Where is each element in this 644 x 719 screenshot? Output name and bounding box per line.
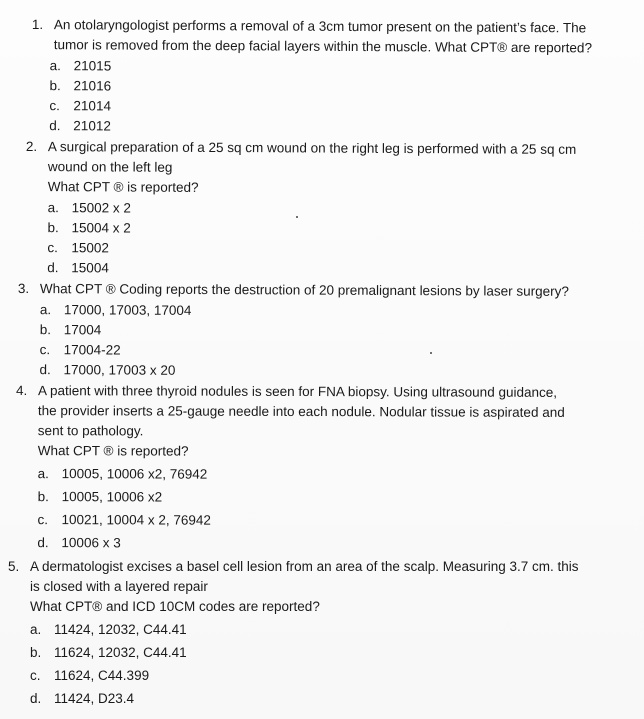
option-text: 11624, C44.399 — [54, 668, 150, 683]
option-letter: c. — [30, 668, 41, 683]
option-text: 17000, 17003 x 20 — [63, 362, 176, 378]
question-2 — [25, 137, 606, 281]
answer-option — [37, 508, 615, 533]
option-letter: a. — [49, 58, 62, 74]
option-letter: a. — [37, 466, 49, 482]
answer-option — [37, 531, 615, 556]
option-letter: a. — [39, 302, 52, 318]
option-letter: d. — [37, 535, 49, 551]
option-text: 15002 — [71, 240, 110, 256]
option-letter: c. — [49, 98, 61, 114]
question-number: 1. — [31, 16, 44, 33]
option-text: 21012 — [73, 118, 111, 134]
answer-option — [38, 462, 616, 487]
option-letter: c. — [47, 240, 58, 256]
question-number: 3. — [17, 280, 30, 297]
scan-speck — [430, 352, 432, 354]
question-text-line: What CPT ® is reported? — [47, 179, 199, 195]
answer-option — [47, 258, 605, 281]
answer-option — [30, 687, 628, 710]
option-text: 10005, 10006 x2 — [61, 489, 163, 505]
option-text: 11424, D23.4 — [54, 691, 135, 706]
question-text-line: A patient with three thyroid nodules is seen for FNA biopsy. Using ultrasound guidance, — [37, 383, 558, 400]
option-text: 21014 — [73, 98, 112, 114]
answer-option — [40, 300, 608, 323]
answer-option — [30, 664, 628, 687]
option-letter: d. — [49, 118, 61, 134]
option-letter: a. — [30, 622, 42, 637]
option-letter: b. — [47, 220, 59, 236]
question-number: 2. — [25, 138, 38, 155]
option-text: 15004 x 2 — [71, 220, 131, 236]
option-letter: b. — [39, 322, 52, 338]
question-text-line: A surgical preparation of a 25 sq cm wound on the right leg is performed with a 25 sq cm — [47, 139, 577, 157]
question-1 — [31, 15, 612, 140]
question-text-line: What CPT ® is reported? — [37, 443, 189, 459]
question-text-line: What CPT® and ICD 10CM codes are reported? — [30, 599, 320, 614]
option-text: 17004 — [63, 322, 102, 338]
option-text: 17004-22 — [63, 342, 121, 358]
option-text: 21015 — [73, 58, 112, 74]
option-letter: d. — [39, 362, 51, 378]
question-text-line: A dermatologist excises a basel cell lesion from an area of the scalp. Measuring 3.7 cm. this — [30, 559, 579, 574]
option-letter: c. — [37, 512, 49, 528]
option-letter: d. — [47, 260, 59, 276]
answer-option — [38, 485, 616, 510]
option-text: 10021, 10004 x 2, 76942 — [61, 512, 211, 528]
option-text: 15002 x 2 — [71, 200, 131, 216]
option-text: 11624, 12032, C44.41 — [54, 645, 187, 660]
option-text: 11424, 12032, C44.41 — [54, 622, 187, 637]
question-text-line: What CPT ® Coding reports the destruction of 20 premalignant lesions by laser surgery? — [39, 281, 569, 299]
question-text-line: sent to pathology. — [37, 423, 144, 439]
question-text-line: An otolaryngologist performs a removal of a 3cm tumor present on the patient’s face. The — [53, 17, 587, 36]
answer-option — [49, 116, 611, 139]
question-text-line: is closed with a layered repair — [30, 579, 208, 594]
question-4 — [15, 381, 616, 556]
scan-speck — [296, 216, 298, 218]
option-text: 17000, 17003, 17004 — [63, 302, 192, 318]
option-letter: a. — [47, 200, 59, 216]
question-number: 4. — [15, 383, 28, 399]
answer-option — [30, 618, 628, 641]
answer-option — [30, 641, 628, 664]
question-5 — [8, 557, 628, 710]
option-letter: b. — [30, 645, 42, 660]
option-letter: d. — [30, 691, 42, 706]
option-text: 10006 x 3 — [61, 535, 121, 551]
question-text-line: the provider inserts a 25-gauge needle into each nodule. Nodular tissue is aspirated and — [37, 403, 565, 420]
question-number: 5. — [8, 559, 20, 574]
option-letter: c. — [39, 342, 51, 358]
question-text-line: tumor is removed from the deep facial layers within the muscle. What CPT® are reported? — [53, 37, 593, 56]
option-letter: b. — [49, 78, 61, 94]
option-letter: b. — [37, 489, 49, 505]
option-text: 21016 — [73, 78, 112, 94]
option-text: 15004 — [71, 260, 109, 276]
question-3 — [17, 279, 608, 383]
answer-option — [39, 360, 607, 383]
question-text-line: wound on the left leg — [47, 159, 173, 175]
option-text: 10005, 10006 x2, 76942 — [61, 466, 208, 482]
